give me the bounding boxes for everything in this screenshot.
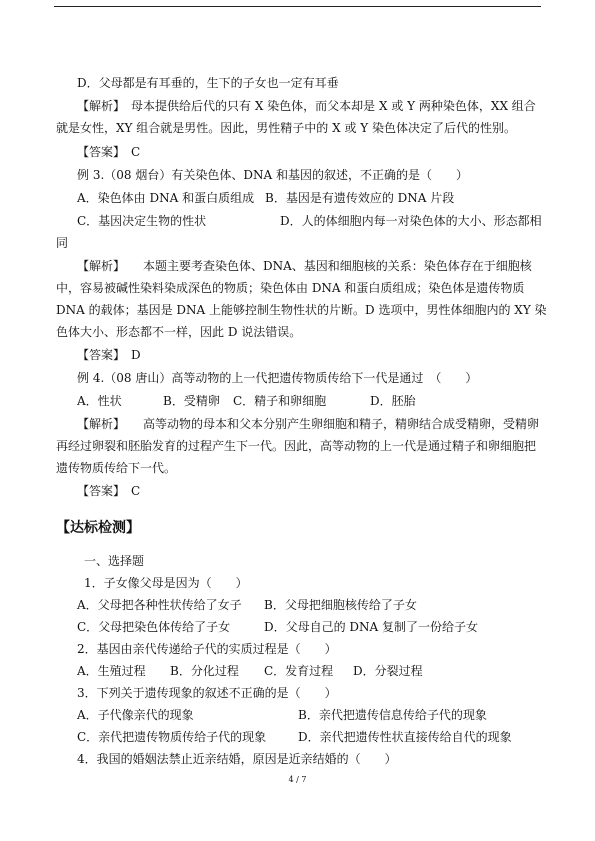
option-d: D．父母自己的 DNA 复制了一份给子女 xyxy=(264,620,479,634)
option-b: B．基因是有遗传效应的 DNA 片段 xyxy=(265,191,455,205)
option-c: C．精子和卵细胞 xyxy=(233,394,327,408)
analysis-line: 再经过卵裂和胚胎发育的过程产生下一代。因此，高等动物的上一代是通过精子和卵细胞把 xyxy=(56,439,537,453)
analysis-line: 就是女性，XY 组合就是男性。因此，男性精子中的 X 或 Y 染色体决定了后代的性别。 xyxy=(56,121,517,135)
section-heading: 【达标检测】 xyxy=(56,520,140,536)
answer-line: 【答案】 C xyxy=(77,484,141,498)
analysis-line: 遗传物质传给下一代。 xyxy=(56,461,177,475)
page-number: 4 / 7 xyxy=(288,775,307,784)
analysis-line: 【解析】 本题主要考查染色体、DNA、基因和细胞核的关系：染色体存在于细胞核 xyxy=(77,259,532,273)
option-d-continued: 同 xyxy=(56,236,69,250)
example-question: 例 3.（08 烟台）有关染色体、DNA 和基因的叙述，不正确的是（ ） xyxy=(77,168,468,182)
answer-line: 【答案】 D xyxy=(77,348,141,362)
option-d: D．人的体细胞内每一对染色体的大小、形态都相 xyxy=(280,214,542,228)
header-rule xyxy=(54,6,541,7)
subsection-heading: 一、选择题 xyxy=(84,554,145,568)
option-c: C．亲代把遗传物质传给子代的现象 xyxy=(77,730,267,744)
option-c: C．父母把染色体传给了子女 xyxy=(77,620,231,634)
option-b: B．亲代把遗传信息传给子代的现象 xyxy=(298,708,487,722)
option-d: D．胚胎 xyxy=(370,394,416,408)
option-d: D．亲代把遗传性状直接传给自代的现象 xyxy=(298,730,512,744)
analysis-line: 【解析】 母本提供给后代的只有 X 染色体，而父本却是 X 或 Y 两种染色体，XX 组合 xyxy=(77,99,536,113)
analysis-line: 中，容易被碱性染料染成深色的物质；染色体由 DNA 和蛋白质组成；染色体是遗传物质 xyxy=(56,281,525,295)
option-d: D．分裂过程 xyxy=(353,664,423,678)
option-c: C．发育过程 xyxy=(264,664,334,678)
analysis-line: 【解析】 高等动物的母本和父本分别产生卵细胞和精子，精卵结合成受精卵，受精卵 xyxy=(77,417,540,431)
question-1: 1．子女像父母是因为（ ） xyxy=(84,576,248,590)
option-a: A．生殖过程 xyxy=(77,664,146,678)
option-b: B．分化过程 xyxy=(170,664,239,678)
option-c: C．基因决定生物的性状 xyxy=(77,214,207,228)
question-4: 4．我国的婚姻法禁止近亲结婚，原因是近亲结婚的（ ） xyxy=(77,752,397,766)
option-a: A．性状 xyxy=(77,394,122,408)
answer-line: 【答案】 C xyxy=(77,145,141,159)
question-2: 2．基因由亲代传递给子代的实质过程是（ ） xyxy=(77,642,337,656)
option-d: D．父母都是有耳垂的，生下的子女也一定有耳垂 xyxy=(77,76,339,90)
option-a: A．染色体由 DNA 和蛋白质组成 xyxy=(77,191,255,205)
option-a: A．父母把各种性状传给了女子 xyxy=(77,598,242,612)
option-b: B．父母把细胞核传给了子女 xyxy=(264,598,417,612)
analysis-line: DNA 的载体；基因是 DNA 上能够控制生物性状的片断。D 选项中，男性体细胞内的 XY 染 xyxy=(56,303,547,317)
analysis-line: 色体大小、形态都不一样，因此 D 说法错误。 xyxy=(56,325,302,339)
example-question: 例 4.（08 唐山）高等动物的上一代把遗传物质传给下一代是通过 （ ） xyxy=(77,371,478,385)
question-3: 3．下列关于遗传现象的叙述不正确的是（ ） xyxy=(77,686,337,700)
option-a: A．子代像亲代的现象 xyxy=(77,708,194,722)
option-b: B．受精卵 xyxy=(163,394,220,408)
